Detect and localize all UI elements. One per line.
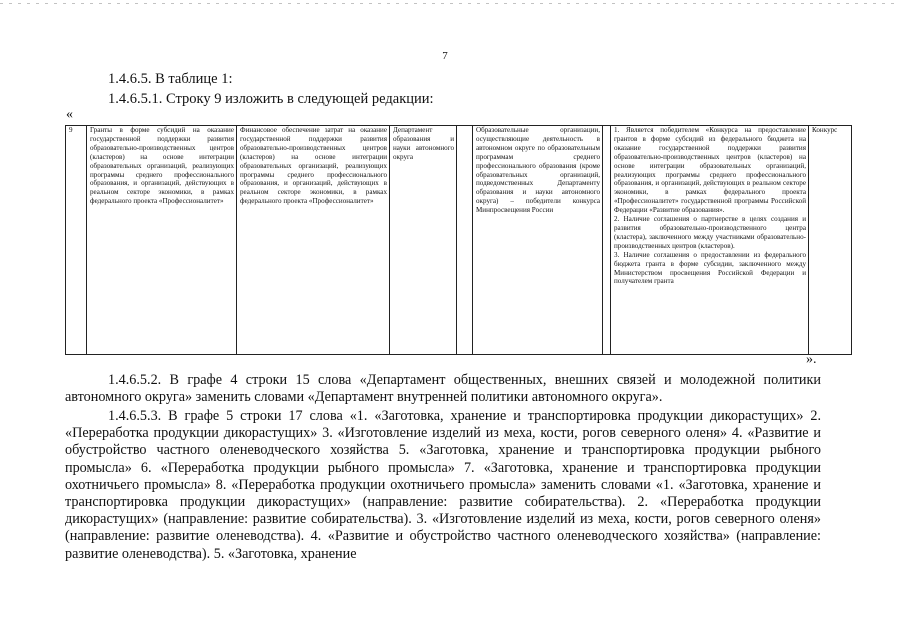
cell-department: Департамент образования и науки автономного округа: [389, 125, 456, 355]
paragraph-amendment-17: 1.4.6.5.3. В графе 5 строки 17 слова «1. «Заготовка, хранение и транспортировка продукции дикорастущих» 2. «Переработка продукции дикорастущих» 3. «Изготовление изделий из меха, кости, рогов северного оленя» 4. «Развитие и обустройство частного оленеводческого хозяйства 5. «Заготовка, хранение и транспортировка продукции рыбного промысла» 6. «Переработка продукции рыбного промысла» 7. «Заготовка, хранение и транспортировка продукции охотничьего промысла» 8. «Переработка продукции охотничьего промысла» заменить словами «1. «Заготовка, хранение и транспортировка продукции дикорастущих» (направление: развитие собирательства). 2. «Переработка продукции дикорастущих» (направление: развитие собирательства). 3. «Изготовление изделий из меха, кости, рогов северного оленя» (направление: развитие оленеводства). 4. «Развитие и обустройство частного оленеводческого хозяйства» (направление: развитие оленеводства). 5. «Заготовка, хранение: [65, 408, 821, 562]
close-quote: ».: [806, 352, 817, 367]
cell-blank: [602, 125, 610, 355]
scan-top-edge: [0, 3, 899, 4]
table-row-9: [65, 125, 852, 355]
cell-empty: [456, 125, 472, 355]
section-heading: 1.4.6.5. В таблице 1:: [108, 71, 233, 87]
cell-criteria: [610, 125, 808, 355]
subsection-heading: 1.4.6.5.1. Строку 9 изложить в следующей редакции:: [108, 91, 434, 107]
table-border-bottom: [65, 354, 852, 355]
open-quote: «: [66, 107, 73, 122]
paragraph-amendment-15: 1.4.6.5.2. В графе 4 строки 15 слова «Департамент общественных, внешних связей и молодежной политики автономного округа» заменить словами «Департамент внутренней политики автономного округа».: [65, 372, 821, 406]
criteria-item-1: 1. Является победителем «Конкурса на предоставление грантов в форме субсидий из федерального бюджета на оказание государственной поддержки развития образовательно-производственных центров (кластеров) на основе интеграции образовательных организаций, реализующих программы среднего профессионального образования, и организаций, действующих в реальном секторе экономики, в рамках федерального проекта «Профессионалитет» государственной программы Российской Федерации «Развитие образования».: [614, 126, 806, 215]
cell-purpose: Финансовое обеспечение затрат на оказание государственной поддержки развития образовательно-производственных центров (кластеров) на основе интеграции образовательных организаций, реализующих программы среднего профессионального образования, и организаций, действующих в реальном секторе экономики, в рамках федерального проекта «Профессионалитет»: [236, 125, 389, 355]
cell-grant-name: Гранты в форме субсидий на оказание государственной поддержки развития образовательно-производственных центров (кластеров) на основе интеграции образовательных организаций, реализующих программы среднего профессионального образования, и организаций, действующих в реальном секторе экономики, в рамках федерального проекта «Профессионалитет»: [86, 125, 236, 355]
cell-recipients: Образовательные организации, осуществляющие деятельность в автономном округе по образовательным программам среднего профессионального образования (кроме образовательных организаций, подведомственных Департаменту образования и науки автономного округа) – победители конкурса Минпросвещения России: [472, 125, 602, 355]
page-number: 7: [442, 50, 448, 62]
table-border-right: [851, 125, 852, 355]
criteria-item-2: 2. Наличие соглашения о партнерстве в целях создания и развития образовательно-производственного центра (кластера), заключенного между участниками образовательно-производственных центров (кластеров).: [614, 215, 806, 250]
cell-row-number: 9: [65, 125, 86, 355]
cell-selection-method: Конкурс: [808, 125, 852, 355]
criteria-item-3: 3. Наличие соглашения о предоставлении из федерального бюджета гранта в форме субсидии, заключенного между Министерством просвещения Российской Федерации и получателем гранта: [614, 250, 806, 286]
